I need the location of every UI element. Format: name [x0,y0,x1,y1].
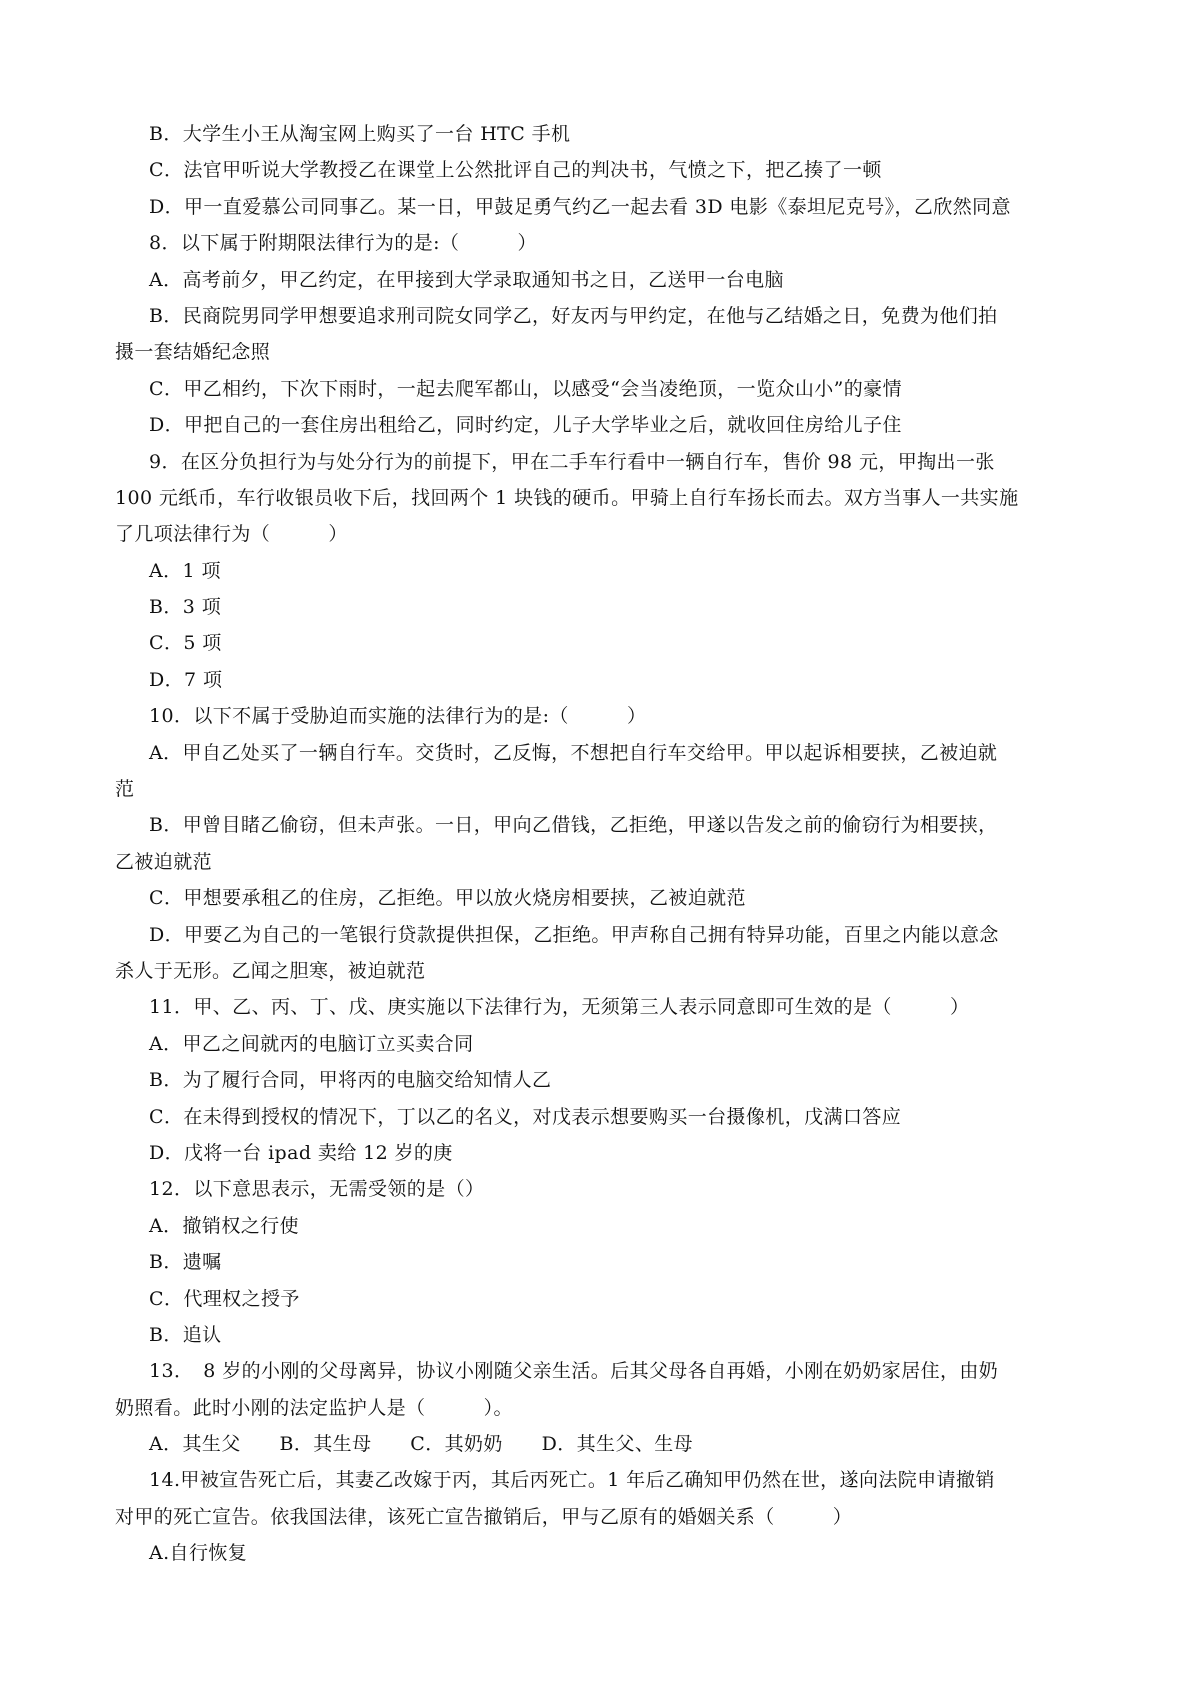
question-11: 11．甲、乙、丙、丁、戊、庚实施以下法律行为，无须第三人表示同意即可生效的是（ ） [149,996,970,1019]
text-line: B．甲曾目睹乙偷窃，但未声张。一日，甲向乙借钱，乙拒绝，甲遂以告发之前的偷窃行为相要挟， [149,814,998,837]
text-line: B．3 项 [149,596,222,619]
question-10: 10．以下不属于受胁迫而实施的法律行为的是:（ ） [149,705,647,728]
question-12: 12．以下意思表示，无需受领的是（） [149,1178,485,1201]
text-line: B．追认 [149,1323,222,1346]
text-line: B．为了履行合同，甲将丙的电脑交给知情人乙 [149,1069,552,1092]
text-line: A．1 项 [149,559,221,582]
text-line: C．甲想要承租乙的住房，乙拒绝。甲以放火烧房相要挟，乙被迫就范 [149,887,746,910]
text-line: C．法官甲听说大学教授乙在课堂上公然批评自己的判决书，气愤之下，把乙揍了一顿 [149,159,882,182]
text-line: 杀人于无形。乙闻之胆寒，被迫就范 [115,959,426,982]
question-13: 13． 8 岁的小刚的父母离异，协议小刚随父亲生活。后其父母各自再婚，小刚在奶奶家居住，由奶 [149,1360,999,1383]
text-line: A．撤销权之行使 [149,1214,299,1237]
text-line: 了几项法律行为（ ） [115,523,348,546]
text-line: D．甲一直爱慕公司同事乙。某一日，甲鼓足勇气约乙一起去看 3D 电影《泰坦尼克号》，乙欣然同意 [149,195,1011,218]
text-line: C．在未得到授权的情况下，丁以乙的名义，对戊表示想要购买一台摄像机，戊满口答应 [149,1105,902,1128]
text-line: C．5 项 [149,632,222,655]
document-body [115,116,1080,1572]
text-line: D．甲把自己的一套住房出租给乙，同时约定，儿子大学毕业之后，就收回住房给儿子住 [149,414,902,437]
text-line: 奶照看。此时小刚的法定监护人是（ ）。 [115,1396,513,1419]
text-line: B．大学生小王从淘宝网上购买了一台 HTC 手机 [149,123,571,145]
text-line: D．甲要乙为自己的一笔银行贷款提供担保，乙拒绝。甲声称自己拥有特异功能，百里之内能以意念 [149,923,999,946]
text-line: A．高考前夕，甲乙约定，在甲接到大学录取通知书之日，乙送甲一台电脑 [149,268,784,291]
text-line: A.自行恢复 [149,1542,248,1565]
text-line: C．甲乙相约，下次下雨时，一起去爬军都山，以感受“会当凌绝顶，一览众山小”的豪情 [149,377,902,400]
question-8: 8．以下属于附期限法律行为的是:（ ） [149,232,537,255]
question-14: 14.甲被宣告死亡后，其妻乙改嫁于丙，其后丙死亡。1 年后乙确知甲仍然在世，遂向法院申请撤销 [149,1469,995,1492]
text-line: D．7 项 [149,668,223,691]
text-line: 范 [115,778,135,801]
text-line: A．其生父 B．其生母 C．其奶奶 D．其生父、生母 [149,1433,694,1456]
text-line: 摄一套结婚纪念照 [115,341,271,364]
text-line: A．甲乙之间就丙的电脑订立买卖合同 [149,1032,474,1055]
text-line: 100 元纸币，车行收银员收下后，找回两个 1 块钱的硬币。甲骑上自行车扬长而去。双方当事人一共实施 [115,486,1019,509]
text-line: 对甲的死亡宣告。依我国法律，该死亡宣告撤销后，甲与乙原有的婚姻关系（ ） [115,1505,853,1528]
text-line: B．遗嘱 [149,1251,222,1274]
text-line: A．甲自乙处买了一辆自行车。交货时，乙反悔，不想把自行车交给甲。甲以起诉相要挟，乙被迫就 [149,741,998,764]
text-line: D．戊将一台 ipad 卖给 12 岁的庚 [149,1141,453,1164]
text-line: 乙被迫就范 [115,850,213,873]
text-line: B．民商院男同学甲想要追求刑司院女同学乙，好友丙与甲约定，在他与乙结婚之日，免费为他们拍 [149,304,998,327]
question-9: 9．在区分负担行为与处分行为的前提下，甲在二手车行看中一辆自行车，售价 98 元，甲掏出一张 [149,450,995,473]
text-line: C．代理权之授予 [149,1287,300,1310]
